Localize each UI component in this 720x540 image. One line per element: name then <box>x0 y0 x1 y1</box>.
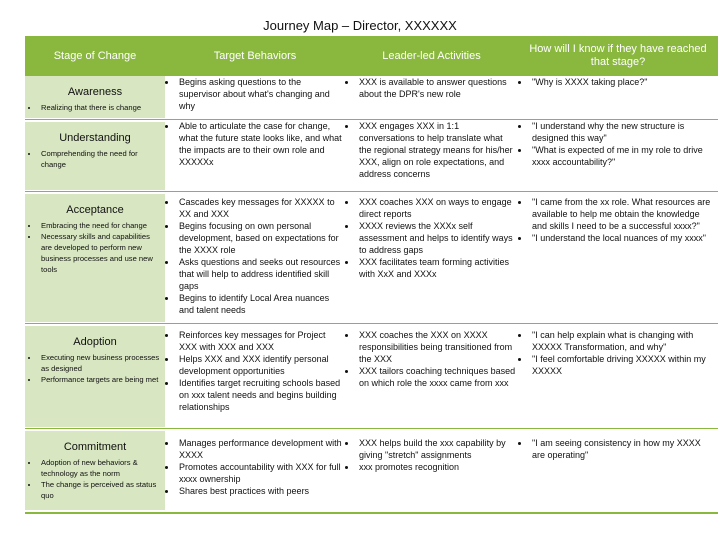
activities-cell <box>345 120 516 180</box>
stage-name: Awareness <box>67 86 123 98</box>
stage-bullets <box>29 457 161 501</box>
stage-bullets <box>29 352 161 385</box>
activities-item: • XXX facilitates team forming activities with XxX and XXXx <box>357 256 516 280</box>
activities-list <box>345 76 516 100</box>
indicators-item: • "I came from the xx role. What resources are available to help me obtain the knowledge and skills I need to be a successful xxxx?" <box>530 196 716 232</box>
behaviors-cell <box>165 196 343 316</box>
indicators-list <box>518 196 716 244</box>
stage-bullets <box>29 148 161 170</box>
indicators-item: • "What is expected of me in my role to drive xxxx accountability?" <box>530 144 716 168</box>
row-separator <box>25 323 718 324</box>
stage-bullet: • Adoption of new behaviors & technology as the norm <box>39 457 161 479</box>
indicators-cell <box>518 329 716 377</box>
stage-bullet: • Performance targets are being met <box>39 374 161 385</box>
indicators-list <box>518 76 716 88</box>
behaviors-list <box>165 196 343 316</box>
activities-list <box>345 120 516 180</box>
behaviors-list <box>165 120 343 168</box>
row-separator <box>25 428 718 429</box>
indicators-item: • "I am seeing consistency in how my XXXX are operating" <box>530 437 716 461</box>
header-activities: Leader-led Activities <box>345 36 518 76</box>
behaviors-cell <box>165 329 343 413</box>
stage-name: Adoption <box>73 336 117 348</box>
behaviors-item: • Manages performance development with XXXX <box>177 437 343 461</box>
behaviors-item: • Able to articulate the case for change, what the future state looks like, and what the impacts are to their own role and XXXXXx <box>177 120 343 168</box>
behaviors-list <box>165 437 343 497</box>
indicators-item: • "I understand why the new structure is designed this way" <box>530 120 716 144</box>
behaviors-item: • Helps XXX and XXX identify personal development opportunities <box>177 353 343 377</box>
behaviors-item: • Cascades key messages for XXXXX to XX and XXX <box>177 196 343 220</box>
activities-item: • XXX helps build the xxx capability by giving "stretch" assignments <box>357 437 516 461</box>
behaviors-cell <box>165 437 343 497</box>
stage-name: Understanding <box>59 132 131 144</box>
activities-item: • XXX coaches the XXX on XXXX responsibilities being transitioned from the XXX <box>357 329 516 365</box>
activities-cell <box>345 76 516 100</box>
indicators-item: • "I feel comfortable driving XXXXX within my XXXXX <box>530 353 716 377</box>
row-separator <box>25 119 718 120</box>
activities-item: • xxx promotes recognition <box>357 461 516 473</box>
stage-name: Commitment <box>63 441 127 453</box>
activities-cell <box>345 329 516 389</box>
stage-bullet: • Necessary skills and capabilities are developed to perform new business processes and use new tools <box>39 231 161 275</box>
activities-list <box>345 196 516 280</box>
row-separator <box>25 191 718 192</box>
header-indicators: How will I know if they have reached that stage? <box>518 36 718 76</box>
stage-bullet: • Embracing the need for change <box>39 220 161 231</box>
activities-list <box>345 329 516 389</box>
behaviors-item: • Identifies target recruiting schools based on xxx talent needs and begins building relationships <box>177 377 343 413</box>
indicators-list <box>518 120 716 168</box>
indicators-list <box>518 437 716 461</box>
stage-bullets <box>29 102 161 113</box>
behaviors-list <box>165 329 343 413</box>
activities-item: • XXXX reviews the XXXx self assessment and helps to identify ways to address gaps <box>357 220 516 256</box>
indicators-item: • "I understand the local nuances of my xxxx" <box>530 232 716 244</box>
indicators-item: • "I can help explain what is changing with XXXXX Transformation, and why" <box>530 329 716 353</box>
indicators-list <box>518 329 716 377</box>
indicators-cell <box>518 437 716 461</box>
behaviors-item: • Shares best practices with peers <box>177 485 343 497</box>
stage-name: Acceptance <box>66 204 124 216</box>
header-behaviors: Target Behaviors <box>165 36 345 76</box>
activities-item: • XXX engages XXX in 1:1 conversations to help translate what the regional strategy means for his/her XXX, align on role expectations, and address concerns <box>357 120 516 180</box>
stage-bullet: • Executing new business processes as designed <box>39 352 161 374</box>
header-stage: Stage of Change <box>25 36 165 76</box>
behaviors-item: • Begins focusing on own personal development, based on expectations for the XXXX role <box>177 220 343 256</box>
stage-1 <box>25 122 165 190</box>
behaviors-cell <box>165 76 343 112</box>
activities-cell <box>345 196 516 280</box>
activities-cell <box>345 437 516 473</box>
indicators-cell <box>518 76 716 88</box>
indicators-cell <box>518 196 716 244</box>
activities-list <box>345 437 516 473</box>
activities-item: • XXX tailors coaching techniques based on which role the xxxx came from xxx <box>357 365 516 389</box>
behaviors-list <box>165 76 343 112</box>
stage-0 <box>25 76 165 118</box>
indicators-cell <box>518 120 716 168</box>
behaviors-item: • Promotes accountability with XXX for full xxxx ownership <box>177 461 343 485</box>
stage-bullet: • Realizing that there is change <box>39 102 161 113</box>
stage-bullet: • Comprehending the need for change <box>39 148 161 170</box>
behaviors-item: • Reinforces key messages for Project XXX with XXX and XXX <box>177 329 343 353</box>
stage-4 <box>25 431 165 510</box>
page-title: Journey Map – Director, XXXXXX <box>263 18 457 33</box>
stage-bullets <box>29 220 161 275</box>
stage-2 <box>25 194 165 322</box>
stage-bullet: • The change is perceived as status quo <box>39 479 161 501</box>
stage-3 <box>25 326 165 427</box>
indicators-item: • "Why is XXXX taking place?" <box>530 76 716 88</box>
behaviors-item: • Asks questions and seeks out resources that will help to address identified skill gaps <box>177 256 343 292</box>
activities-item: • XXX is available to answer questions about the DPR's new role <box>357 76 516 100</box>
behaviors-cell <box>165 120 343 168</box>
behaviors-item: • Begins to identify Local Area nuances and talent needs <box>177 292 343 316</box>
behaviors-item: • Begins asking questions to the supervisor about what's changing and why <box>177 76 343 112</box>
bottom-rule <box>25 512 718 514</box>
activities-item: • XXX coaches XXX on ways to engage direct reports <box>357 196 516 220</box>
